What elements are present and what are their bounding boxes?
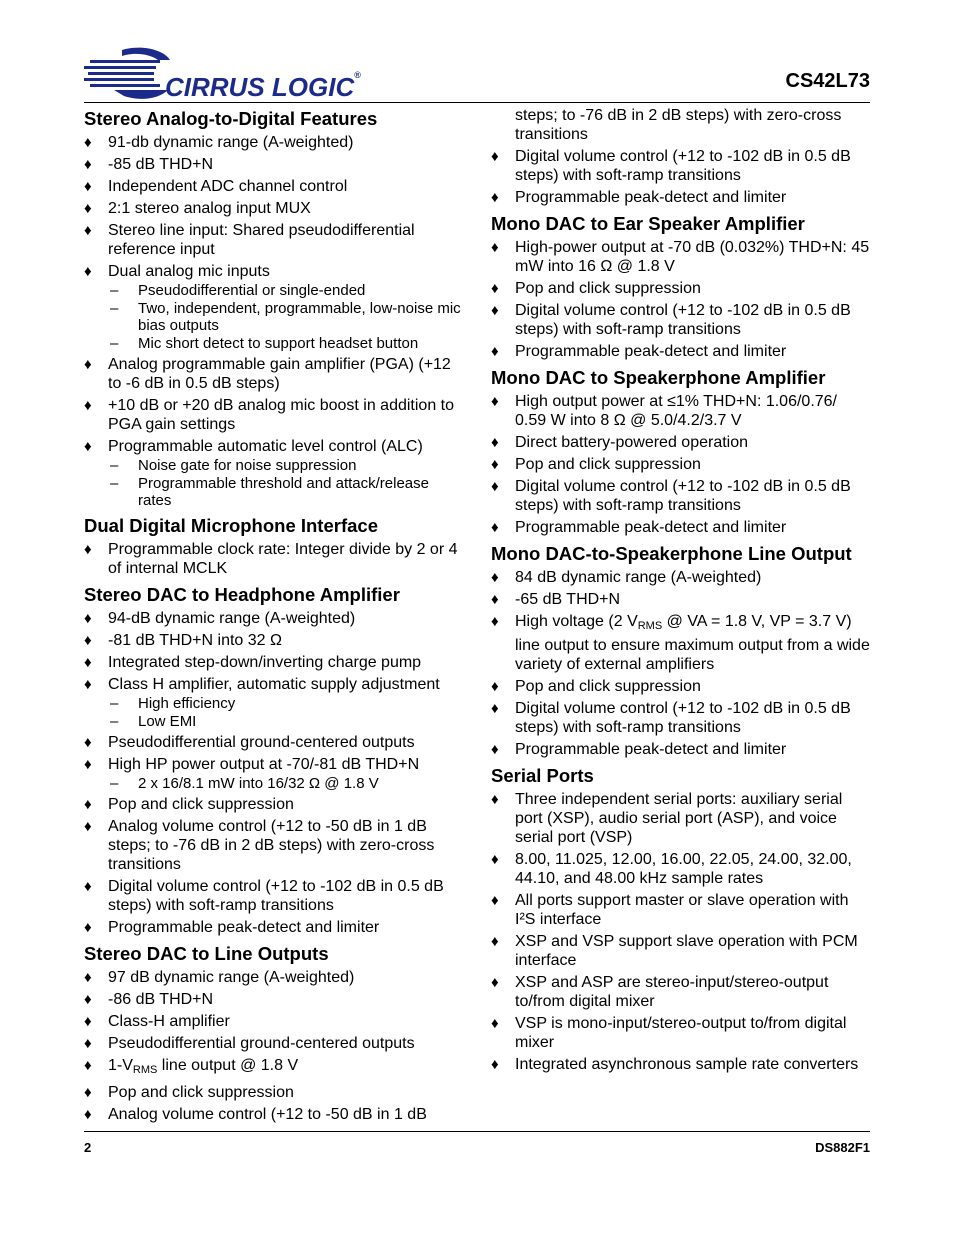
list-item: ♦ Class-H amplifier (84, 1012, 466, 1031)
section-heading: Stereo DAC to Line Outputs (84, 943, 329, 964)
page-number: 2 (84, 1140, 92, 1155)
list-item: ♦ $1-V_{RMS}$ line output @ 1.8 V (84, 1056, 466, 1080)
list-item: ♦ Programmable peak-detect and limiter (84, 918, 466, 937)
list-item: ♦ +10 dB or +20 dB analog mic boost in addition to PGA gain settings (84, 396, 466, 434)
list-item: ♦ Analog programmable gain amplifier (PGA) (+12 to -6 dB in 0.5 dB steps) (84, 355, 466, 393)
sub-list-item: – Programmable threshold and attack/release rates (84, 475, 466, 509)
list-item: ♦ XSP and ASP are stereo-input/stereo-output to/from digital mixer (491, 973, 871, 1011)
sub-list-item: – Low EMI (84, 713, 466, 730)
company-logo-text: CIRRUS LOGIC® (165, 70, 361, 102)
feature-section (84, 513, 466, 578)
list-item: ♦ Analog volume control (+12 to -50 dB in 1 dB (84, 1105, 466, 1124)
sub-list-item: – 2 x 16/8.1 mW into 16/32 Ω @ 1.8 V (84, 775, 466, 792)
list-item: ♦ Dual analog mic inputs (84, 262, 466, 281)
section-heading: Mono DAC-to-Speakerphone Line Output (491, 543, 852, 564)
section-heading: Stereo Analog-to-Digital Features (84, 108, 378, 129)
list-item: ♦ -85 dB THD+N (84, 155, 466, 174)
list-item: steps; to -76 dB in 2 dB steps) with zero-cross transitions (515, 107, 842, 143)
sub-list-item: – Pseudodifferential or single-ended (84, 282, 466, 299)
list-item: ♦ Programmable automatic level control (ALC) (84, 437, 466, 456)
list-item: ♦ 94-dB dynamic range (A-weighted) (84, 609, 466, 628)
section-heading: Stereo DAC to Headphone Amplifier (84, 584, 400, 605)
sub-list-item: – Noise gate for noise suppression (84, 457, 466, 474)
feature-section (491, 541, 871, 759)
list-item: ♦ Programmable peak-detect and limiter (491, 518, 871, 537)
section-heading: Mono DAC to Ear Speaker Amplifier (491, 213, 805, 234)
section-heading: Dual Digital Microphone Interface (84, 515, 378, 536)
list-item: ♦ Programmable peak-detect and limiter (491, 342, 871, 361)
list-item: ♦ Digital volume control (+12 to -102 dB in 0.5 dB steps) with soft-ramp transitions (491, 477, 871, 515)
left-column (84, 106, 466, 1128)
feature-list (84, 609, 466, 937)
list-item: ♦ -65 dB THD+N (491, 590, 871, 609)
right-column (491, 106, 871, 1078)
header-divider (84, 102, 870, 103)
feature-section (84, 106, 466, 509)
list-item: ♦ Independent ADC channel control (84, 177, 466, 196)
feature-section (491, 763, 871, 1074)
sub-list-item: – Two, independent, programmable, low-noise mic bias outputs (84, 300, 466, 334)
list-item: ♦ 84 dB dynamic range (A-weighted) (491, 568, 871, 587)
feature-list (84, 968, 466, 1124)
list-item: ♦ Stereo line input: Shared pseudodifferential reference input (84, 221, 466, 259)
feature-list (84, 540, 466, 578)
part-number: CS42L73 (785, 70, 870, 92)
list-item: ♦ Programmable peak-detect and limiter (491, 740, 871, 759)
list-item: ♦ VSP is mono-input/stereo-output to/from digital mixer (491, 1014, 871, 1052)
feature-list (491, 568, 871, 759)
list-item: ♦ Integrated asynchronous sample rate converters (491, 1055, 871, 1074)
list-item: ♦ 97 dB dynamic range (A-weighted) (84, 968, 466, 987)
document-id: DS882F1 (815, 1140, 870, 1155)
section-heading: Mono DAC to Speakerphone Amplifier (491, 367, 826, 388)
list-item: ♦ -86 dB THD+N (84, 990, 466, 1009)
feature-list (491, 790, 871, 1074)
list-item: ♦ Pseudodifferential ground-centered outputs (84, 1034, 466, 1053)
feature-section (491, 106, 871, 207)
feature-list (491, 392, 871, 537)
list-item: ♦ Class H amplifier, automatic supply adjustment (84, 675, 466, 694)
list-item: ♦ High voltage (2 $V_{RMS}$ @ VA = 1.8 V, VP = 3.7 V) line output to ensure maximum output from a wide variety of external amplifiers (491, 612, 871, 674)
list-item: ♦ Digital volume control (+12 to -102 dB in 0.5 dB steps) with soft-ramp transitions (491, 147, 871, 185)
footer-divider (84, 1131, 870, 1132)
feature-section (491, 365, 871, 537)
list-item: ♦ All ports support master or slave operation with I²S interface (491, 891, 871, 929)
list-item: ♦ Digital volume control (+12 to -102 dB in 0.5 dB steps) with soft-ramp transitions (491, 301, 871, 339)
list-item: ♦ 2:1 stereo analog input MUX (84, 199, 466, 218)
list-item: ♦ Analog volume control (+12 to -50 dB in 1 dB steps; to -76 dB in 2 dB steps) with zero-cross transitions (84, 817, 466, 874)
list-item: ♦ Three independent serial ports: auxiliary serial port (XSP), audio serial port (ASP), and voice serial port (VSP) (491, 790, 871, 847)
list-item: ♦ -81 dB THD+N into 32 Ω (84, 631, 466, 650)
sub-list-item: – Mic short detect to support headset button (84, 335, 466, 352)
list-item: ♦ Programmable clock rate: Integer divide by 2 or 4 of internal MCLK (84, 540, 466, 578)
list-item: ♦ 8.00, 11.025, 12.00, 16.00, 22.05, 24.00, 32.00, 44.10, and 48.00 kHz sample rates (491, 850, 871, 888)
list-item: ♦ Pop and click suppression (491, 677, 871, 696)
section-heading: Serial Ports (491, 765, 594, 786)
list-item: ♦ High HP power output at -70/-81 dB THD+N (84, 755, 466, 774)
feature-section (84, 582, 466, 937)
list-item: ♦ Pop and click suppression (84, 795, 466, 814)
list-item: ♦ Programmable peak-detect and limiter (491, 188, 871, 207)
list-item: ♦ Pop and click suppression (84, 1083, 466, 1102)
list-item: ♦ 91-db dynamic range (A-weighted) (84, 133, 466, 152)
list-item: ♦ XSP and VSP support slave operation with PCM interface (491, 932, 871, 970)
list-item: ♦ Pseudodifferential ground-centered outputs (84, 733, 466, 752)
sub-list-item: – High efficiency (84, 695, 466, 712)
feature-list (84, 133, 466, 509)
feature-list (491, 238, 871, 361)
feature-section (84, 941, 466, 1124)
list-item: ♦ High output power at ≤1% THD+N: 1.06/0.76/ 0.59 W into 8 Ω @ 5.0/4.2/3.7 V (491, 392, 871, 430)
list-item: ♦ High-power output at -70 dB (0.032%) THD+N: 45 mW into 16 Ω @ 1.8 V (491, 238, 871, 276)
list-item: ♦ Pop and click suppression (491, 455, 871, 474)
feature-list (491, 106, 871, 207)
feature-section (491, 211, 871, 361)
list-item: ♦ Digital volume control (+12 to -102 dB in 0.5 dB steps) with soft-ramp transitions (491, 699, 871, 737)
list-item: ♦ Digital volume control (+12 to -102 dB in 0.5 dB steps) with soft-ramp transitions (84, 877, 466, 915)
list-item: ♦ Direct battery-powered operation (491, 433, 871, 452)
list-item: ♦ Integrated step-down/inverting charge pump (84, 653, 466, 672)
list-item: ♦ Pop and click suppression (491, 279, 871, 298)
